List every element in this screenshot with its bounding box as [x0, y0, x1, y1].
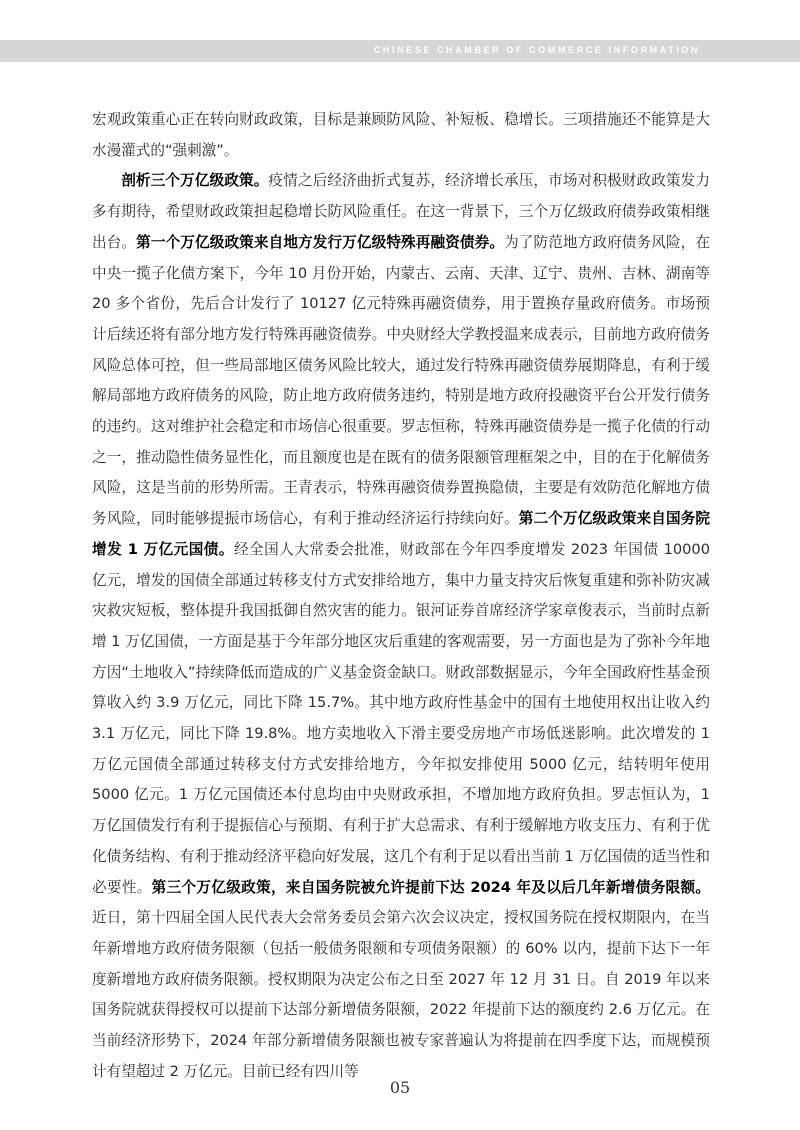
- article-body: [92, 105, 710, 1088]
- policy-heading-3: 第三个万亿级政策，来自国务院被允许提前下达 2024 年及以后几年新增债务限额。: [151, 878, 710, 896]
- header-title: CHINESE CHAMBER OF COMMERCE INFORMATION: [373, 45, 700, 55]
- policy-heading-1: 第一个万亿级政策来自地方发行万亿级特殊再融资债券。: [136, 233, 505, 251]
- paragraph-text: 近日，第十四届全国人民代表大会常务委员会第六次会议决定，授权国务院在授权期限内，在当年新增地方政府债务限额（包括一般债务限额和专项债务限额）的 60% 以内，提前下达下一年度新增地方政府债务限额。授权期限为决定公布之日至 2027 年 12 月 31 日。自 2019 年以来国务院就获得授权可以提前下达部分新增债务限额，2022 年提前下达的额度约 2.6 万亿元。在当前经济形势下，2024 年部分新增债务限额也被专家普遍认为将提前在四季度下达，而规模预计有望超过 2 万亿元。目前已经有四川等: [92, 909, 710, 1080]
- paragraph: [92, 105, 710, 166]
- page-number: 05: [389, 1078, 411, 1097]
- paragraph: [92, 166, 710, 1087]
- section-lead: 剖析三个万亿级政策。: [121, 172, 269, 190]
- policy-heading-2: 第二个万亿级政策来自国务院增发 1 万亿元国债。: [92, 510, 710, 558]
- paragraph-text: 经全国人大常委会批准，财政部在今年四季度增发 2023 年国债 10000 亿元，增发的国债全部通过转移支付方式安排给地方，集中力量支持灾后恢复重建和弥补防灾减灾救灾短板，整体提升我国抵御自然灾害的能力。银河证券首席经济学家章俊表示，当前时点新增 1 万亿国债，一方面是基于今年部分地区灾后重建的客观需要，另一方面也是为了弥补今年地方因“土地收入”持续降低而造成的广义基金资金缺口。财政部数据显示，今年全国政府性基金预算收入约 3.9 万亿元，同比下降 15.7%。其中地方政府性基金中的国有土地使用权出让收入约 3.1 万亿元，同比下降 19.8%。地方卖地收入下滑主要受房地产市场低迷影响。此次增发的 1 万亿元国债全部通过转移支付方式安排给地方，今年拟安排使用 5000 亿元，结转明年使用 5000 亿元。1 万亿元国债还本付息均由中央财政承担，不增加地方政府负担。罗志恒认为，1 万亿国债发行有利于提振信心与预期、有利于扩大总需求、有利于缓解地方收支压力、有利于优化债务结构、有利于推动经济平稳向好发展，这几个有利于足以看出当前 1 万亿国债的适当性和必要性。: [92, 540, 710, 896]
- paragraph-text: 为了防范地方政府债务风险，在中央一揽子化债方案下，今年 10 月份开始，内蒙古、云南、天津、辽宁、贵州、吉林、湖南等 20 多个省份，先后合计发行了 10127 亿元特殊再融资债券，用于置换存量政府债务。市场预计后续还将有部分地方发行特殊再融资债券。中央财经大学教授温来成表示，目前地方政府债务风险总体可控，但一些局部地区债务风险比较大，通过发行特殊再融资债券展期降息，有利于缓解局部地方政府债务的风险，防止地方政府债务违约，特别是地方政府投融资平台公开发行债务的违约。这对维护社会稳定和市场信心很重要。罗志恒称，特殊再融资债券是一揽子化债的行动之一，推动隐性债务显性化，而且额度也是在既有的债务限额管理框架之中，目的在于化解债务风险，这是当前的形势所需。王青表示，特殊再融资债券置换隐债，主要是有效防范化解地方债务风险，同时能够提振市场信心，有利于推动经济运行持续向好。: [92, 233, 710, 528]
- paragraph-text: 疫情之后经济曲折式复苏，经济增长承压，市场对积极财政政策发力多有期待，希望财政政策担起稳增长防风险重任。在这一背景下，三个万亿级政府债券政策相继出台。: [92, 172, 710, 251]
- paragraph-text: 宏观政策重心正在转向财政政策，目标是兼顾防风险、补短板、稳增长。三项措施还不能算是大水漫灌式的“强刺激”。: [92, 111, 710, 159]
